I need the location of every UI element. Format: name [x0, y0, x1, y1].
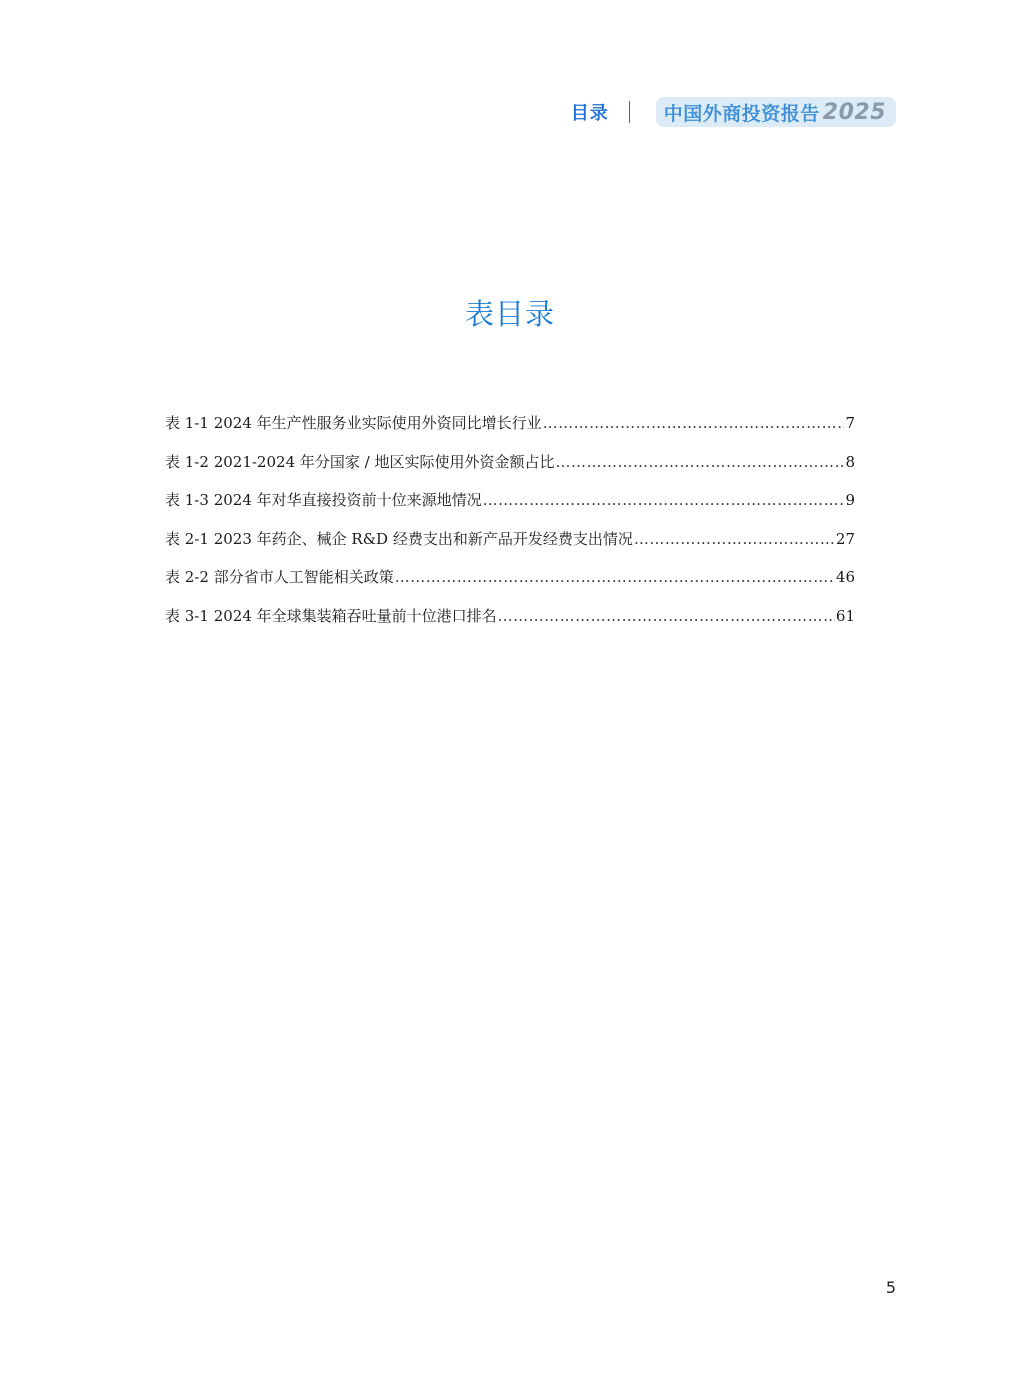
toc-entry-label: 表 3-1 2024 年全球集装箱吞吐量前十位港口排名	[165, 606, 497, 625]
header-divider	[629, 101, 630, 123]
toc-leader-dots	[483, 483, 845, 517]
toc-entry-label: 表 1-2 2021-2024 年分国家 / 地区实际使用外资金额占比	[165, 452, 555, 471]
toc-leader-dots	[543, 406, 845, 440]
toc-entry[interactable]	[165, 483, 855, 522]
table-of-contents	[165, 406, 855, 638]
page-header	[571, 96, 896, 128]
toc-entry[interactable]	[165, 445, 855, 484]
toc-leader-dots	[555, 445, 844, 479]
toc-entry-page: 7	[845, 414, 855, 432]
header-section-label: 目录	[570, 103, 609, 124]
toc-entry-page: 8	[845, 452, 855, 471]
toc-entry-page: 9	[845, 491, 855, 510]
report-year: 2025	[822, 99, 886, 125]
report-title: 中国外商投资报告	[663, 102, 820, 125]
toc-entry[interactable]	[165, 560, 855, 599]
toc-leader-dots	[498, 599, 835, 633]
toc-entry[interactable]	[165, 406, 855, 445]
toc-leader-dots	[395, 560, 835, 594]
toc-entry[interactable]	[165, 599, 855, 638]
toc-leader-dots	[634, 522, 835, 556]
toc-entry-label: 表 2-1 2023 年药企、械企 R&D 经费支出和新产品开发经费支出情况	[165, 529, 633, 548]
toc-entry-page: 61	[835, 606, 855, 625]
report-title-badge	[656, 97, 896, 127]
toc-entry-label: 表 1-1 2024 年生产性服务业实际使用外资同比增长行业	[165, 414, 542, 432]
page-title: 表目录	[464, 297, 555, 331]
toc-entry[interactable]	[165, 522, 855, 561]
toc-entry-page: 27	[835, 529, 855, 548]
toc-entry-label: 表 2-2 部分省市人工智能相关政策	[165, 568, 394, 587]
toc-entry-label: 表 1-3 2024 年对华直接投资前十位来源地情况	[165, 491, 482, 510]
toc-entry-page: 46	[835, 568, 855, 587]
page-number: 5	[885, 1278, 896, 1297]
